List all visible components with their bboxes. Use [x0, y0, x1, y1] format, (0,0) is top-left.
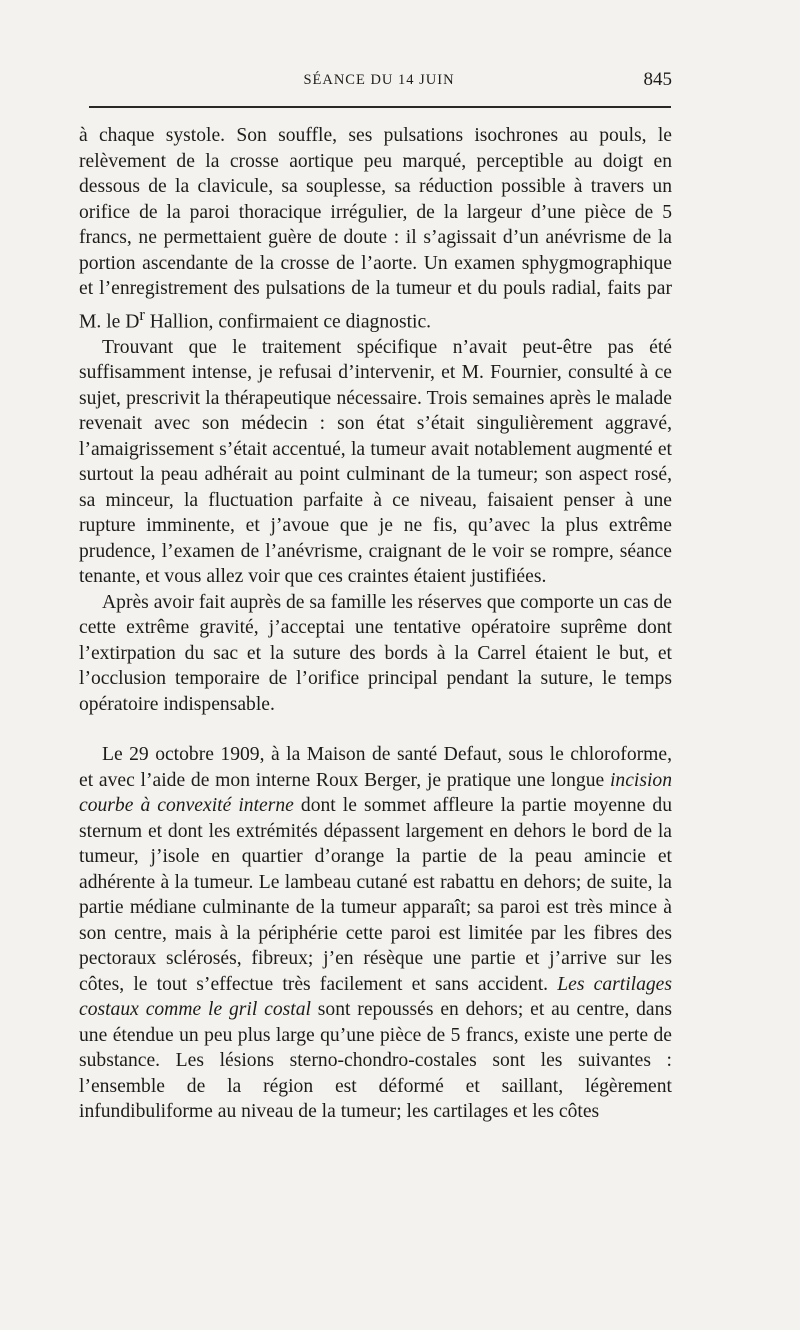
body-text: [79, 123, 672, 1125]
doctor-abbreviation-superscript: r: [139, 304, 145, 324]
paragraph-4-text-2: dont le sommet affleure la partie moyenne du sternum et dont les extrémités dépassent largement en dehors le bord de la tumeur, j’isole en quartier d’orange la partie de la peau amincie et adhérente à la tumeur. Le lambeau cutané est rabattu en dehors; de suite, la partie médiane culminante de la tumeur apparaît; sa paroi est très mince à son centre, mais à la périphérie cette paroi est limitée par les fibres des pectoraux sclérosés, fibreux; j’en résèque une partie et j’arrive sur les côtes, le tout s’effectue très facilement et sans accident.: [79, 795, 672, 995]
paragraph-3: Après avoir fait auprès de sa famille les réserves que comporte un cas de cette extrême gravité, j’acceptai une tentative opératoire suprême dont l’extirpation du sac et la suture des bords à la Carrel étaient le but, et l’occlusion temporaire de l’orifice principal pendant la suture, le temps opératoire indispensable.: [79, 591, 672, 715]
paragraph-1: [79, 123, 672, 335]
header-rule: [89, 106, 671, 108]
paragraph-2: Trouvant que le traitement spécifique n’avait peut-être pas été suffisamment intense, je refusai d’intervenir, et M. Fournier, consulté à ce sujet, prescrivit la thérapeutique nécessaire. Trois semaines après le malade revenait avec son médecin : son état s’était singulièrement aggravé, l’amaigrissement s’était accentué, la tumeur avait notablement augmenté et surtout la peau adhérait au point culminant de la tumeur; son aspect rosé, sa minceur, la fluctuation parfaite à ce niveau, faisaient penser à une rupture imminente, et j’avoue que je ne fis, qu’avec la plus extrême prudence, l’examen de l’anévrisme, craignant de le voir se rompre, séance tenante, et vous allez voir que ces craintes étaient justifiées.: [79, 336, 672, 588]
paragraph-4-italic-1: incision courbe à convexité interne: [79, 769, 672, 817]
running-title: SÉANCE DU 14 JUIN: [303, 72, 455, 88]
paragraph-1-text: à chaque systole. Son souffle, ses pulsations isochrones au pouls, le relèvement de la crosse aortique peu marqué, perceptible au doigt en dessous de la clavicule, sa souplesse, sa réduction possible à travers un orifice de la paroi thoracique irrégulier, de la largeur d’une pièce de 5 francs, ne permettaient guère de doute : il s’agissait d’un anévrisme de la portion ascendante de la crosse de l’aorte. Un examen sphygmographique et l’enregistrement des pulsations de la tumeur et du pouls radial, faits par M. le D: [79, 125, 672, 333]
page-number: 845: [643, 69, 672, 90]
paragraph-4-text-3: sont repoussés en dehors; et au centre, dans une étendue un peu plus large qu’une pièce de 5 francs, existe une perte de substance. Les lésions sterno-chondro-costales sont les suivantes : l’ensemble de la région est déformé et saillant, légèrement infundibuliforme au niveau de la tumeur; les cartilages et les côtes: [79, 999, 672, 1123]
paragraph-4: [79, 742, 672, 1125]
paragraph-1-text-end: Hallion, confirmaient ce diagnostic.: [144, 311, 432, 333]
running-head: [86, 69, 672, 96]
paragraph-4-italic-2: Les cartilages costaux comme le gril costal: [79, 973, 672, 1021]
paragraph-4-text-1: Le 29 octobre 1909, à la Maison de santé Defaut, sous le chloroforme, et avec l’aide de mon interne Roux Berger, je pratique une longue: [79, 744, 672, 791]
